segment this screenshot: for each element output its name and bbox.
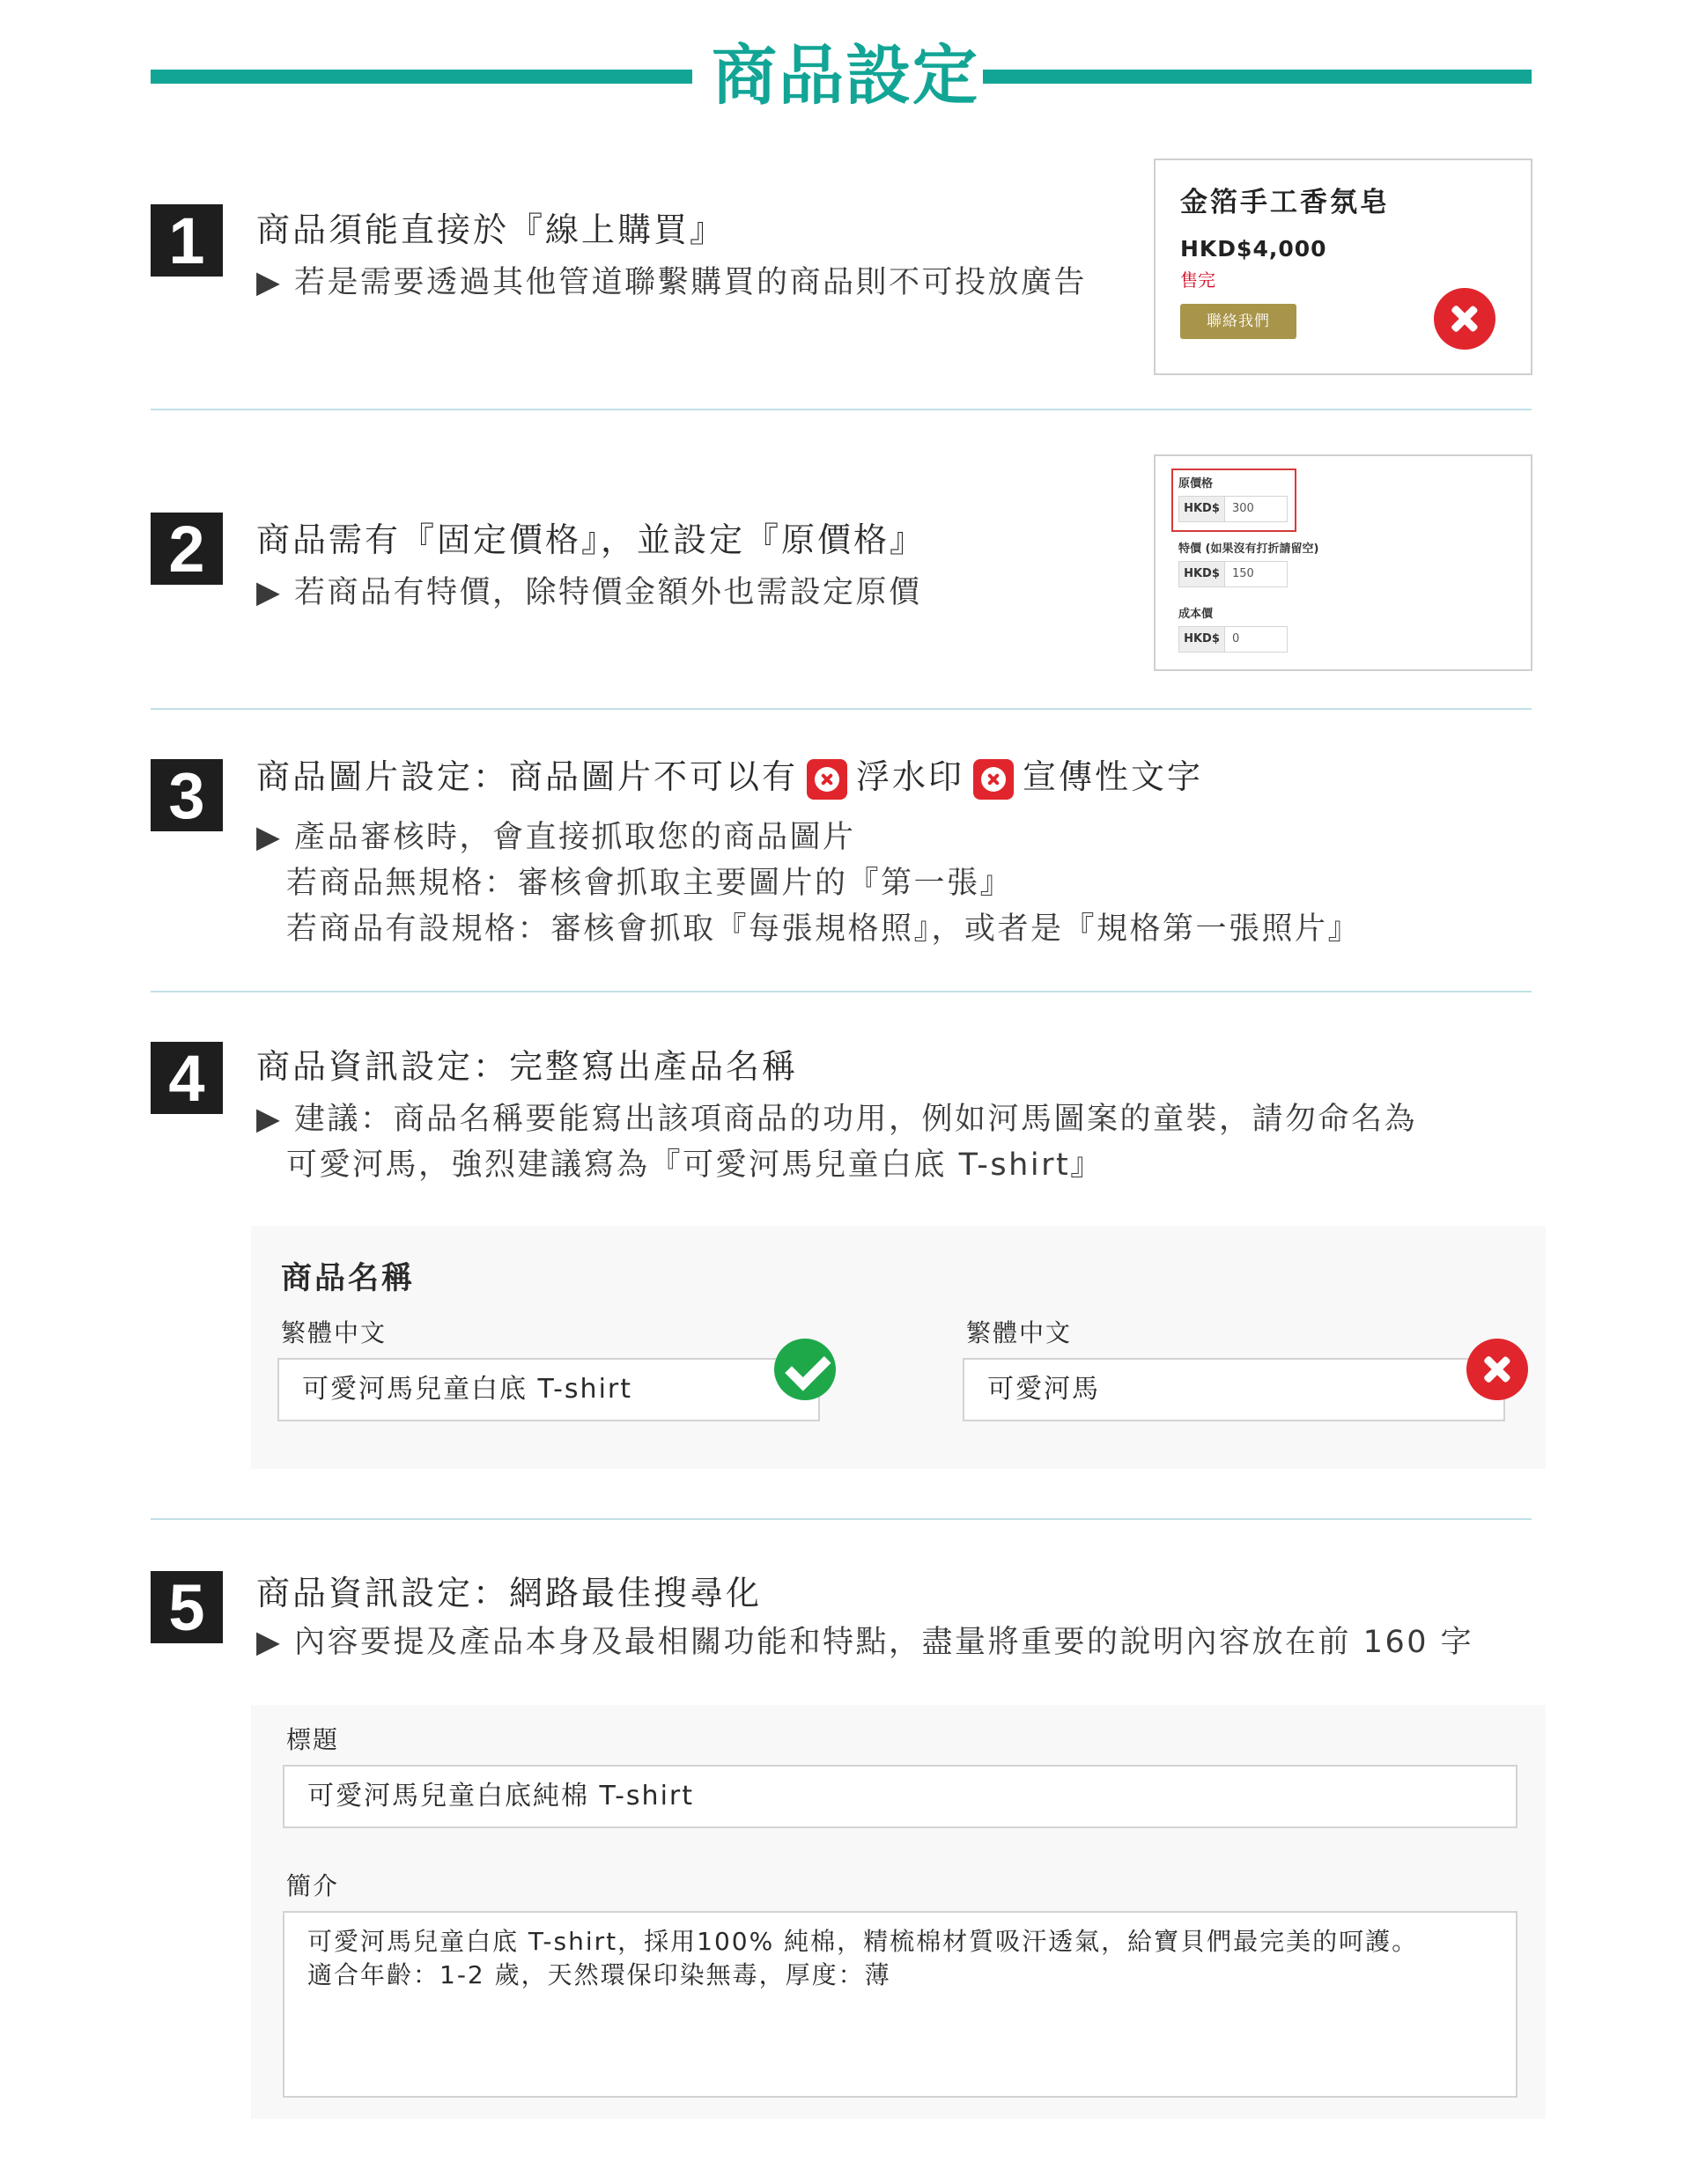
section-divider bbox=[151, 991, 1532, 992]
bad-name-input[interactable]: 可愛河馬 bbox=[963, 1358, 1505, 1421]
sold-out-label: 售完 bbox=[1180, 269, 1215, 291]
cost-price-value: 0 bbox=[1232, 632, 1240, 646]
check-circle-icon bbox=[774, 1339, 836, 1400]
cost-price-label: 成本價 bbox=[1178, 608, 1214, 621]
close-icon bbox=[973, 759, 1014, 800]
description-label: 簡介 bbox=[286, 1871, 340, 1900]
section-5-title: 商品資訊設定：網路最佳搜尋化 bbox=[256, 1574, 763, 1612]
section-2-title: 商品需有『固定價格』，並設定『原價格』 bbox=[256, 520, 927, 559]
seo-title-input[interactable]: 可愛河馬兒童白底純棉 T-shirt bbox=[283, 1765, 1517, 1828]
close-circle-icon bbox=[1434, 288, 1495, 350]
section-1-text: ▶ 若是需要透過其他管道聯繫購買的商品則不可投放廣告 bbox=[256, 265, 1088, 300]
sale-price-field[interactable] bbox=[1178, 561, 1288, 587]
price-settings-example bbox=[1154, 454, 1532, 671]
seo-panel bbox=[251, 1705, 1546, 2119]
step-number-3: 3 bbox=[151, 759, 223, 831]
section-divider bbox=[151, 409, 1532, 410]
watermark-label: 浮水印 bbox=[856, 757, 965, 796]
cost-price-field[interactable] bbox=[1178, 626, 1288, 653]
close-icon bbox=[807, 759, 847, 800]
description-line-2: 適合年齡：1-2 歲，天然環保印染無毒，厚度：薄 bbox=[307, 1960, 891, 1989]
section-divider bbox=[151, 708, 1532, 710]
section-3-title bbox=[256, 752, 1203, 801]
language-label: 繁體中文 bbox=[281, 1318, 388, 1347]
currency-label: HKD$ bbox=[1179, 497, 1225, 521]
section-3-text-1: ▶ 產品審核時，會直接抓取您的商品圖片 bbox=[256, 820, 856, 855]
product-name-heading: 商品名稱 bbox=[281, 1261, 416, 1296]
language-label: 繁體中文 bbox=[966, 1318, 1073, 1347]
section-4-text-1: ▶ 建議：商品名稱要能寫出該項商品的功用，例如河馬圖案的童裝，請勿命名為 bbox=[256, 1102, 1418, 1137]
original-price-field[interactable] bbox=[1178, 496, 1288, 522]
section-2-text: ▶ 若商品有特價，除特價金額外也需設定原價 bbox=[256, 575, 922, 610]
product-price: HKD$4,000 bbox=[1180, 236, 1327, 262]
currency-label: HKD$ bbox=[1179, 562, 1225, 587]
header-line-left bbox=[151, 70, 692, 84]
close-circle-icon bbox=[1466, 1339, 1528, 1400]
sale-price-value: 150 bbox=[1232, 567, 1254, 580]
step-number-5: 5 bbox=[151, 1571, 223, 1643]
section-4-text-2: 可愛河馬，強烈建議寫為『可愛河馬兒童白底 T-shirt』 bbox=[286, 1147, 1104, 1183]
sale-price-label: 特價 (如果沒有打折請留空) bbox=[1178, 542, 1319, 556]
section-1-title: 商品須能直接於『線上購買』 bbox=[256, 210, 727, 249]
section-3-text-3: 若商品有設規格：審核會抓取『每張規格照』，或者是『規格第一張照片』 bbox=[286, 911, 1362, 947]
good-name-input[interactable]: 可愛河馬兒童白底 T-shirt bbox=[277, 1358, 820, 1421]
section-4-title: 商品資訊設定：完整寫出產品名稱 bbox=[256, 1047, 799, 1086]
original-price-label: 原價格 bbox=[1178, 477, 1214, 491]
step-number-1: 1 bbox=[151, 204, 223, 277]
description-line-1: 可愛河馬兒童白底 T-shirt，採用100% 純棉，精梳棉材質吸汗透氣，給寶貝們最完美的呵護。 bbox=[307, 1927, 1419, 1956]
promo-text-label: 宣傳性文字 bbox=[1023, 757, 1204, 796]
currency-label: HKD$ bbox=[1179, 627, 1225, 652]
original-price-value: 300 bbox=[1232, 502, 1254, 515]
page-title: 商品設定 bbox=[712, 38, 979, 114]
section-3-text-2: 若商品無規格：審核會抓取主要圖片的『第一張』 bbox=[286, 866, 1014, 901]
product-name-panel bbox=[251, 1226, 1546, 1469]
section-divider bbox=[151, 1518, 1532, 1520]
contact-us-button[interactable]: 聯絡我們 bbox=[1180, 304, 1296, 339]
product-card-example bbox=[1154, 159, 1532, 375]
step-number-4: 4 bbox=[151, 1042, 223, 1114]
step-number-2: 2 bbox=[151, 513, 223, 585]
section-5-text: ▶ 內容要提及產品本身及最相關功能和特點，盡量將重要的說明內容放在前 160 字 bbox=[256, 1625, 1474, 1660]
seo-description-textarea[interactable] bbox=[283, 1911, 1517, 2098]
header-line-right bbox=[983, 70, 1532, 84]
section-3-title-text: 商品圖片設定：商品圖片不可以有 bbox=[256, 757, 799, 796]
product-name: 金箔手工香氛皂 bbox=[1180, 187, 1390, 218]
title-label: 標題 bbox=[286, 1725, 340, 1754]
